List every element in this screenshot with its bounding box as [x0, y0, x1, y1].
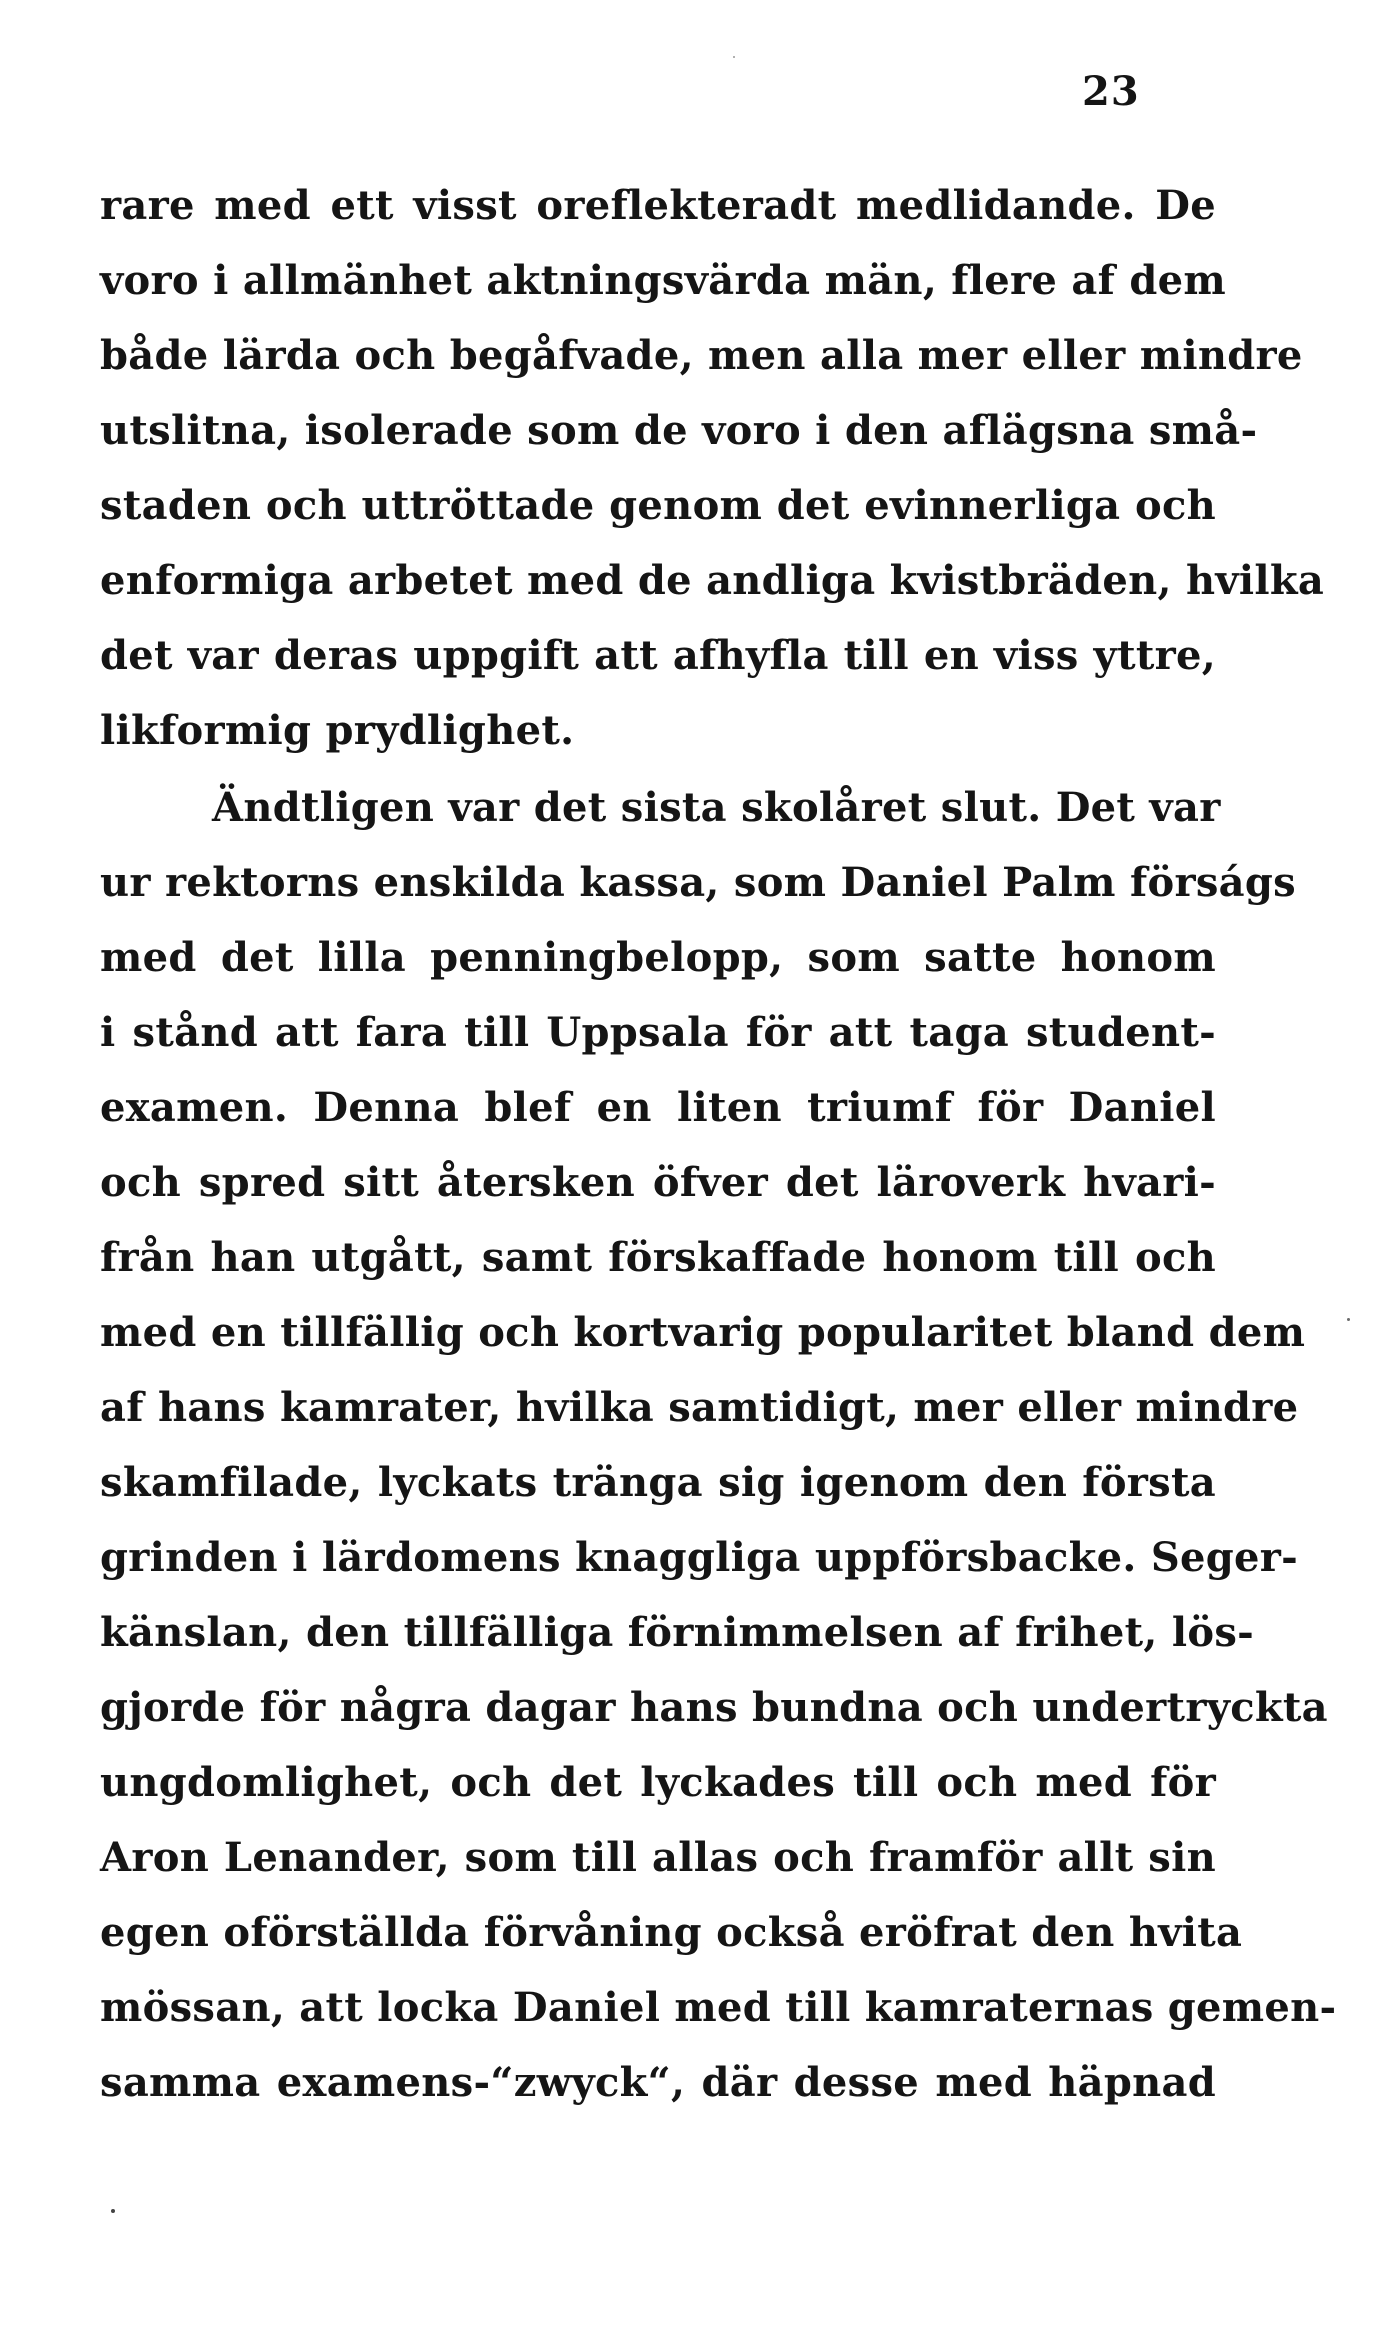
- text-line: examen. Denna blef en liten triumf för Daniel: [100, 1084, 1216, 1131]
- text-line: mössan, att locka Daniel med till kamraternas gemen-: [100, 1984, 1337, 2031]
- text-line: samma examens-“zwyck“, där desse med häpnad: [100, 2059, 1216, 2106]
- text-line: utslitna, isolerade som de voro i den aflägsna små-: [100, 407, 1258, 454]
- text-line: Ändtligen var det sista skolåret slut. Det var: [212, 784, 1221, 831]
- text-line: likformig prydlighet.: [100, 707, 575, 754]
- text-line: ur rektorns enskilda kassa, som Daniel Palm förságs: [100, 859, 1296, 906]
- page-number: 23: [1082, 68, 1140, 115]
- text-line: det var deras uppgift att afhyfla till en viss yttre,: [100, 632, 1216, 679]
- text-line: ungdomlighet, och det lyckades till och med för: [100, 1759, 1216, 1806]
- text-line: staden och uttröttade genom det evinnerliga och: [100, 482, 1216, 529]
- scan-speck: [733, 56, 735, 58]
- text-line: rare med ett visst oreflekteradt medlidande. De: [100, 182, 1216, 229]
- text-line: med en tillfällig och kortvarig popularitet bland dem: [100, 1309, 1306, 1356]
- text-line: i stånd att fara till Uppsala för att taga student-: [100, 1009, 1216, 1056]
- text-line: och spred sitt återsken öfver det läroverk hvari-: [100, 1159, 1216, 1206]
- text-line: känslan, den tillfälliga förnimmelsen af frihet, lös-: [100, 1609, 1255, 1656]
- text-line: med det lilla penningbelopp, som satte honom: [100, 934, 1216, 981]
- text-line: enformiga arbetet med de andliga kvistbräden, hvilka: [100, 557, 1325, 604]
- text-line: från han utgått, samt förskaffade honom till och: [100, 1234, 1216, 1281]
- text-line: skamfilade, lyckats tränga sig igenom den första: [100, 1459, 1216, 1506]
- scan-speck: [1347, 1318, 1350, 1321]
- text-line: egen oförställda förvåning också eröfrat den hvita: [100, 1909, 1243, 1956]
- text-line: Aron Lenander, som till allas och framför allt sin: [100, 1834, 1216, 1881]
- paragraph-1: [100, 168, 1325, 768]
- text-line: gjorde för några dagar hans bundna och undertryckta: [100, 1684, 1328, 1731]
- text-line: grinden i lärdomens knaggliga uppförsbacke. Seger-: [100, 1534, 1299, 1581]
- text-line: af hans kamrater, hvilka samtidigt, mer eller mindre: [100, 1384, 1299, 1431]
- text-line: voro i allmänhet aktningsvärda män, flere af dem: [100, 257, 1226, 304]
- text-line: både lärda och begåfvade, men alla mer eller mindre: [100, 332, 1303, 379]
- paragraph-2: [100, 770, 1337, 2120]
- scan-speck: [111, 2209, 115, 2213]
